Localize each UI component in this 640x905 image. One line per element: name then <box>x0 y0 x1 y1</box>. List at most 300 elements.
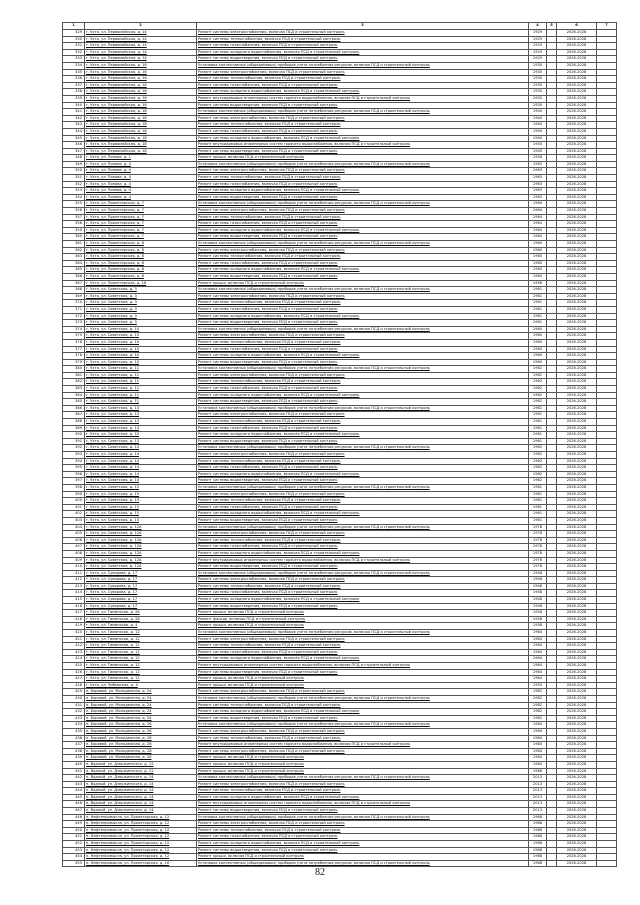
table-cell: 413 <box>63 583 85 590</box>
table-cell: Ремонт системы теплоснабжения, включая ПСД и строительный контроль <box>197 175 529 182</box>
table-cell <box>547 511 557 518</box>
table-cell: Ремонт системы водоотведения, включая ПСД и строительный контроль <box>197 399 529 406</box>
table-cell: Ремонт системы холодного водоснабжения, включая ПСД и строительный контроль <box>197 392 529 399</box>
table-cell: 1960 <box>529 273 547 280</box>
table-cell: 418 <box>63 616 85 623</box>
table-cell: 1948 <box>529 590 547 597</box>
table-cell: Ремонт системы холодного водоснабжения, включая ПСД и строительный контроль <box>197 267 529 274</box>
table-cell: 2013 <box>529 794 547 801</box>
table-row <box>63 181 617 188</box>
table-cell <box>547 353 557 360</box>
table-cell: 381 <box>63 372 85 379</box>
table-cell <box>547 827 557 834</box>
table-cell: Ремонт системы теплоснабжения, включая ПСД и строительный контроль <box>197 379 529 386</box>
table-cell: 362 <box>63 247 85 254</box>
table-cell: 2026-2028 <box>557 379 597 386</box>
table-cell <box>597 821 617 828</box>
table-cell: 2026-2028 <box>557 386 597 393</box>
table-cell: г. Ухта, ул. Советская, д. 15 <box>85 491 197 498</box>
table-cell <box>547 273 557 280</box>
table-cell: 2026-2028 <box>557 610 597 617</box>
table-cell: 364 <box>63 260 85 267</box>
table-cell: 343 <box>63 122 85 129</box>
table-cell: 411 <box>63 570 85 577</box>
table-cell: 430 <box>63 695 85 702</box>
table-row <box>63 359 617 366</box>
table-cell: г. Ухта, ул. Первомайская, д. 18 <box>85 135 197 142</box>
table-cell: Ремонт крыши, включая ПСД и строительный контроль <box>197 623 529 630</box>
table-cell: 1958 <box>529 610 547 617</box>
table-cell: 432 <box>63 709 85 716</box>
table-cell <box>547 419 557 426</box>
table-cell: 2026-2028 <box>557 333 597 340</box>
table-cell: г. Ухта, ул. Советская, д. 11 <box>85 366 197 373</box>
table-cell: 1961 <box>529 320 547 327</box>
table-cell: 1962 <box>529 471 547 478</box>
table-cell: 2026-2028 <box>557 649 597 656</box>
table-cell: г. Ухта, ул. Советская, д. 10 <box>85 353 197 360</box>
table-cell: 1978 <box>529 531 547 538</box>
table-cell: 1982 <box>529 695 547 702</box>
table-cell: 1964 <box>529 656 547 663</box>
table-cell: Ремонт системы теплоснабжения, включая ПСД и строительный контроль <box>197 254 529 261</box>
table-row <box>63 254 617 261</box>
table-row <box>63 781 617 788</box>
table-cell: 2013 <box>529 781 547 788</box>
table-cell <box>597 788 617 795</box>
table-cell <box>597 577 617 584</box>
table-row <box>63 550 617 557</box>
table-cell <box>597 597 617 604</box>
table-row <box>63 95 617 102</box>
table-cell <box>597 458 617 465</box>
table-cell <box>597 175 617 182</box>
table-cell: 2026-2028 <box>557 43 597 50</box>
table-row <box>63 682 617 689</box>
table-cell <box>547 814 557 821</box>
table-cell: Ремонт системы холодного водоснабжения, включая ПСД и строительный контроль <box>197 313 529 320</box>
table-cell <box>547 287 557 294</box>
table-cell: г. Ухта, ул. Советская, д. 3 <box>85 287 197 294</box>
capital-repair-table <box>62 22 617 867</box>
table-cell: 1961 <box>529 300 547 307</box>
table-cell <box>597 854 617 861</box>
table-cell <box>597 69 617 76</box>
table-cell: 1960 <box>529 267 547 274</box>
table-cell: 429 <box>63 689 85 696</box>
table-cell: 341 <box>63 109 85 116</box>
table-cell: 2026-2028 <box>557 359 597 366</box>
table-cell: 2026-2028 <box>557 821 597 828</box>
table-cell: 385 <box>63 399 85 406</box>
table-cell: 392 <box>63 445 85 452</box>
table-cell: Ремонт системы теплоснабжения, включая ПСД и строительный контроль <box>197 583 529 590</box>
table-cell: 2026-2028 <box>557 663 597 670</box>
table-cell: г. Ухта, ул. Советская, д. 13 <box>85 419 197 426</box>
table-row <box>63 102 617 109</box>
table-cell: 1948 <box>529 583 547 590</box>
table-cell: 1962 <box>529 372 547 379</box>
table-cell: Ремонт системы теплоснабжения, включая ПСД и строительный контроль <box>197 76 529 83</box>
table-row <box>63 247 617 254</box>
table-cell <box>597 267 617 274</box>
table-cell: 2026-2028 <box>557 155 597 162</box>
table-cell: Ремонт системы электроснабжения, включая ПСД и строительный контроль <box>197 168 529 175</box>
table-row <box>63 663 617 670</box>
table-cell: 2026-2028 <box>557 775 597 782</box>
table-cell: г. Ухта, ул. Советская, д. 10 <box>85 346 197 353</box>
table-cell: 1962 <box>529 392 547 399</box>
table-cell <box>597 155 617 162</box>
table-cell <box>597 273 617 280</box>
table-cell <box>547 379 557 386</box>
table-cell: Ремонт системы холодного водоснабжения, включая ПСД и строительный контроль <box>197 135 529 142</box>
table-cell <box>547 326 557 333</box>
table-cell: 372 <box>63 313 85 320</box>
table-row <box>63 128 617 135</box>
table-cell: 2026-2028 <box>557 531 597 538</box>
table-row <box>63 742 617 749</box>
table-cell <box>547 109 557 116</box>
table-cell: Ремонт системы газоснабжения, включая ПСД и строительный контроль <box>197 346 529 353</box>
table-cell: п. Боровой, ул. Молодежная, д. 26 <box>85 728 197 735</box>
table-cell: 1929 <box>529 49 547 56</box>
table-cell: 1950 <box>529 682 547 689</box>
table-cell: Ремонт внутридомовых инженерных систем горячего водоснабжения, включая ПСД и строительный контроль <box>197 142 529 149</box>
table-cell: 403 <box>63 517 85 524</box>
table-cell: 2026-2028 <box>557 30 597 37</box>
table-cell: Ремонт системы теплоснабжения, включая ПСД и строительный контроль <box>197 643 529 650</box>
table-cell <box>547 860 557 867</box>
table-cell: 2026-2028 <box>557 148 597 155</box>
table-cell: 425 <box>63 663 85 670</box>
table-cell: г. Ухта, ул. Советская, д. 13 <box>85 438 197 445</box>
table-cell: Установка коллективных (общедомовых) приборов учета потребления ресурсов, включая ПСД и строительный контроль <box>197 62 529 69</box>
table-cell <box>597 801 617 808</box>
table-cell: 2026-2028 <box>557 412 597 419</box>
table-row <box>63 557 617 564</box>
table-cell: 1930 <box>529 62 547 69</box>
table-cell: 442 <box>63 775 85 782</box>
table-cell: 410 <box>63 564 85 571</box>
table-cell: 450 <box>63 827 85 834</box>
table-row <box>63 346 617 353</box>
table-cell: 334 <box>63 62 85 69</box>
table-cell: 1978 <box>529 544 547 551</box>
table-cell: Ремонт системы газоснабжения, включая ПСД и строительный контроль <box>197 82 529 89</box>
table-cell: 370 <box>63 300 85 307</box>
table-cell <box>547 577 557 584</box>
table-cell: Ремонт системы электроснабжения, включая ПСД и строительный контроль <box>197 412 529 419</box>
table-cell: г. Ухта, ул. Советская, д. 12А <box>85 524 197 531</box>
table-cell: г. Ухта, ул. Первомайская, д. 16 <box>85 89 197 96</box>
table-cell <box>547 676 557 683</box>
table-cell: 1978 <box>529 557 547 564</box>
table-row <box>63 227 617 234</box>
table-cell: Установка коллективных (общедомовых) приборов учета потребления ресурсов, включая ПСД и строительный контроль <box>197 366 529 373</box>
table-cell: п. Водный, ул. Дзержинского, д. 14 <box>85 775 197 782</box>
table-cell: 1964 <box>529 221 547 228</box>
table-cell: 345 <box>63 135 85 142</box>
table-cell: 383 <box>63 386 85 393</box>
table-row <box>63 689 617 696</box>
table-cell: Ремонт системы электроснабжения, включая ПСД и строительный контроль <box>197 577 529 584</box>
table-cell: 1963 <box>529 161 547 168</box>
table-cell: 2026-2028 <box>557 570 597 577</box>
table-cell: 1961 <box>529 484 547 491</box>
table-cell <box>547 643 557 650</box>
table-cell: 393 <box>63 452 85 459</box>
table-cell <box>547 808 557 815</box>
table-cell <box>597 610 617 617</box>
table-cell <box>547 49 557 56</box>
table-row <box>63 260 617 267</box>
table-cell <box>597 755 617 762</box>
table-cell: Ремонт системы электроснабжения, включая ПСД и строительный контроль <box>197 728 529 735</box>
table-cell <box>597 715 617 722</box>
table-cell: 2026-2028 <box>557 603 597 610</box>
table-cell <box>597 491 617 498</box>
table-cell: 2026-2028 <box>557 405 597 412</box>
table-cell: г. Ухта, ул. Советская, д. 13 <box>85 405 197 412</box>
table-cell: 395 <box>63 465 85 472</box>
table-cell: 455 <box>63 860 85 867</box>
table-row <box>63 511 617 518</box>
table-cell: Ремонт системы теплоснабжения, включая ПСД и строительный контроль <box>197 300 529 307</box>
table-cell <box>547 781 557 788</box>
table-cell: 2026-2028 <box>557 135 597 142</box>
table-cell: 2026-2028 <box>557 320 597 327</box>
table-cell: г. Ухта, ул. Советская, д. 3 <box>85 313 197 320</box>
table-cell: Ремонт крыши, включая ПСД и строительный контроль <box>197 761 529 768</box>
table-cell <box>597 847 617 854</box>
table-row <box>63 122 617 129</box>
table-cell <box>547 346 557 353</box>
table-cell: п. Боровой, ул. Молодежная, д. 26 <box>85 722 197 729</box>
table-cell: 1958 <box>529 623 547 630</box>
table-cell: г. Ухта, ул. Пролетарская, д. 8 <box>85 254 197 261</box>
table-cell: 2026-2028 <box>557 306 597 313</box>
table-cell: г. Ухта, ул. Советская, д. 11 <box>85 392 197 399</box>
table-cell: Ремонт системы газоснабжения, включая ПСД и строительный контроль <box>197 590 529 597</box>
table-cell: 401 <box>63 504 85 511</box>
table-cell: 1960 <box>529 353 547 360</box>
table-cell: Ремонт системы электроснабжения, включая ПСД и строительный контроль <box>197 491 529 498</box>
table-cell: 1930 <box>529 69 547 76</box>
table-row <box>63 148 617 155</box>
table-cell: 2026-2028 <box>557 62 597 69</box>
table-cell: 1964 <box>529 636 547 643</box>
table-cell: Ремонт системы электроснабжения, включая ПСД и строительный контроль <box>197 247 529 254</box>
table-cell: 2026-2028 <box>557 550 597 557</box>
table-cell: г. Ухта, ул. Чибьюская, д. 4 <box>85 682 197 689</box>
table-cell: 357 <box>63 214 85 221</box>
table-cell: 1964 <box>529 676 547 683</box>
table-cell <box>597 405 617 412</box>
table-cell: 435 <box>63 728 85 735</box>
table-cell: Ремонт системы электроснабжения, включая ПСД и строительный контроль <box>197 821 529 828</box>
table-cell: Ремонт системы газоснабжения, включая ПСД и строительный контроль <box>197 544 529 551</box>
table-cell: Ремонт системы электроснабжения, включая ПСД и строительный контроль <box>197 372 529 379</box>
table-cell: Ремонт системы холодного водоснабжения, включая ПСД и строительный контроль <box>197 511 529 518</box>
table-cell: 2026-2028 <box>557 854 597 861</box>
table-cell <box>547 214 557 221</box>
table-row <box>63 597 617 604</box>
table-cell: 2026-2028 <box>557 814 597 821</box>
table-cell: Ремонт крыши, включая ПСД и строительный контроль <box>197 676 529 683</box>
table-cell <box>597 62 617 69</box>
table-cell: 2026-2028 <box>557 755 597 762</box>
table-cell: г. Ухта, ул. Советская, д. 14 <box>85 458 197 465</box>
table-cell: 2026-2028 <box>557 109 597 116</box>
table-row <box>63 313 617 320</box>
table-cell <box>597 313 617 320</box>
table-cell: 2026-2028 <box>557 484 597 491</box>
table-cell: 2026-2028 <box>557 128 597 135</box>
table-cell: 2026-2028 <box>557 36 597 43</box>
table-row <box>63 135 617 142</box>
table-cell: 2026-2028 <box>557 300 597 307</box>
table-row <box>63 722 617 729</box>
table-cell: 2026-2028 <box>557 511 597 518</box>
table-cell: г. Ухта, ул. Попова, д. 4 <box>85 181 197 188</box>
table-cell: 2026-2028 <box>557 142 597 149</box>
table-cell: 2026-2028 <box>557 241 597 248</box>
table-cell: Ремонт системы теплоснабжения, включая ПСД и строительный контроль <box>197 735 529 742</box>
table-cell: 1968 <box>529 814 547 821</box>
table-cell <box>547 458 557 465</box>
table-cell <box>597 49 617 56</box>
column-header: 6 <box>557 23 597 30</box>
table-cell: 417 <box>63 610 85 617</box>
table-cell <box>597 36 617 43</box>
table-cell: г. Ухта, ул. Советская, д. 12А <box>85 544 197 551</box>
table-cell: Ремонт системы водоотведения, включая ПСД и строительный контроль <box>197 148 529 155</box>
table-cell: 2026-2028 <box>557 280 597 287</box>
table-cell: г. Ухта, ул. Советская, д. 15 <box>85 504 197 511</box>
table-cell: 1964 <box>529 208 547 215</box>
table-cell: 2026-2028 <box>557 102 597 109</box>
table-cell: г. Ухта, ул. Первомайская, д. 16 <box>85 69 197 76</box>
table-cell: 1930 <box>529 89 547 96</box>
table-cell: г. Ухта, ул. Тиманская, д. 4 <box>85 623 197 630</box>
table-cell: 1962 <box>529 379 547 386</box>
table-cell: Установка коллективных (общедомовых) приборов учета потребления ресурсов, включая ПСД и строительный контроль <box>197 326 529 333</box>
table-row <box>63 306 617 313</box>
table-cell: г. Ухта, ул. Советская, д. 15 <box>85 484 197 491</box>
table-cell <box>547 695 557 702</box>
table-cell: г. Ухта, ул. Пролетарская, д. 16 <box>85 280 197 287</box>
table-cell: Ремонт системы газоснабжения, включая ПСД и строительный контроль <box>197 43 529 50</box>
table-cell: г. Ухта, ул. Тиманская, д. 12 <box>85 676 197 683</box>
table-cell: 1960 <box>529 346 547 353</box>
table-cell: г. Ухта, ул. Советская, д. 3 <box>85 300 197 307</box>
table-row <box>63 379 617 386</box>
table-cell: 1961 <box>529 511 547 518</box>
table-cell: 367 <box>63 280 85 287</box>
table-row <box>63 827 617 834</box>
table-cell <box>547 36 557 43</box>
table-cell <box>597 860 617 867</box>
table-cell: Ремонт системы теплоснабжения, включая ПСД и строительный контроль <box>197 498 529 505</box>
table-cell: Ремонт системы холодного водоснабжения, включая ПСД и строительный контроль <box>197 841 529 848</box>
table-cell: 399 <box>63 491 85 498</box>
table-cell: 1962 <box>529 458 547 465</box>
table-cell <box>597 814 617 821</box>
table-cell: Установка коллективных (общедомовых) приборов учета потребления ресурсов, включая ПСД и строительный контроль <box>197 775 529 782</box>
table-cell: Ремонт системы электроснабжения, включая ПСД и строительный контроль <box>197 689 529 696</box>
table-cell <box>547 616 557 623</box>
table-row <box>63 590 617 597</box>
table-cell: 440 <box>63 761 85 768</box>
table-cell: 1929 <box>529 30 547 37</box>
table-cell: 443 <box>63 781 85 788</box>
table-cell: 2026-2028 <box>557 372 597 379</box>
table-cell: 2026-2028 <box>557 590 597 597</box>
table-cell: г. Ухта, ул. Советская, д. 14 <box>85 478 197 485</box>
table-row <box>63 636 617 643</box>
table-cell: 426 <box>63 669 85 676</box>
table-cell: 2026-2028 <box>557 808 597 815</box>
table-cell: г. Ухта, ул. Советская, д. 12А <box>85 564 197 571</box>
table-cell: г. Ухта, ул. Пролетарская, д. 7 <box>85 201 197 208</box>
table-cell: Ремонт системы газоснабжения, включая ПСД и строительный контроль <box>197 128 529 135</box>
table-cell <box>547 359 557 366</box>
table-cell: 366 <box>63 273 85 280</box>
table-cell <box>547 320 557 327</box>
table-cell <box>597 339 617 346</box>
table-cell: 398 <box>63 484 85 491</box>
table-row <box>63 484 617 491</box>
table-cell: 2026-2028 <box>557 478 597 485</box>
table-cell: 2026-2028 <box>557 254 597 261</box>
table-cell: 441 <box>63 768 85 775</box>
table-cell: Ремонт системы электроснабжения, включая ПСД и строительный контроль <box>197 293 529 300</box>
table-cell <box>597 234 617 241</box>
table-cell <box>547 491 557 498</box>
table-cell: п. Боровой, ул. Молодежная, д. 26 <box>85 742 197 749</box>
table-cell: г. Ухта, ул. Пролетарская, д. 7 <box>85 208 197 215</box>
table-cell: 1960 <box>529 247 547 254</box>
table-cell: 1948 <box>529 597 547 604</box>
table-cell: 1962 <box>529 452 547 459</box>
table-cell: г. Ухта, ул. Советская, д. 12А <box>85 557 197 564</box>
table-cell: 1963 <box>529 175 547 182</box>
table-cell <box>597 366 617 373</box>
table-cell <box>597 142 617 149</box>
table-cell: Ремонт системы холодного водоснабжения, включая ПСД и строительный контроль <box>197 353 529 360</box>
table-cell: г. Ухта, ул. Суворова, д. 17 <box>85 597 197 604</box>
table-row <box>63 630 617 637</box>
table-cell: Установка коллективных (общедомовых) приборов учета потребления ресурсов, включая ПСД и строительный контроль <box>197 405 529 412</box>
table-cell: 1961 <box>529 313 547 320</box>
table-cell: 1961 <box>529 419 547 426</box>
table-cell: 2026-2028 <box>557 201 597 208</box>
table-cell <box>597 102 617 109</box>
table-cell: г. Ухта, ул. Первомайская, д. 16 <box>85 82 197 89</box>
table-cell <box>597 320 617 327</box>
table-cell: 338 <box>63 89 85 96</box>
table-cell <box>597 781 617 788</box>
table-cell: 2026-2028 <box>557 768 597 775</box>
table-row <box>63 478 617 485</box>
table-cell <box>597 827 617 834</box>
table-cell <box>547 148 557 155</box>
table-cell <box>597 399 617 406</box>
table-cell <box>547 241 557 248</box>
table-cell: 2026-2028 <box>557 267 597 274</box>
table-cell: Ремонт системы холодного водоснабжения, включая ПСД и строительный контроль <box>197 188 529 195</box>
